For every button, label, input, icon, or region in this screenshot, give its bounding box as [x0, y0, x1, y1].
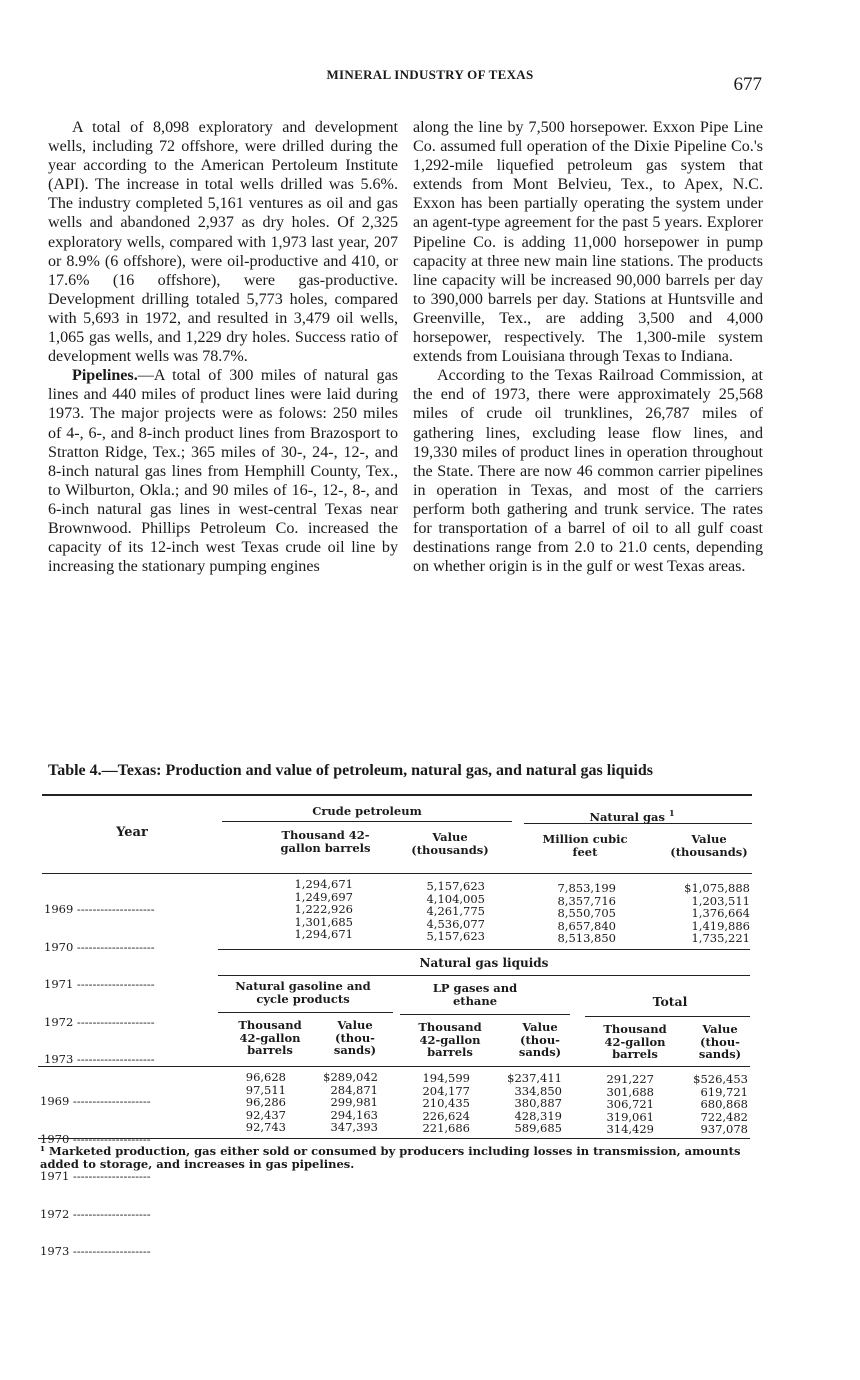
right-column [413, 118, 763, 576]
natgasoline-underline [218, 1012, 393, 1013]
cell: 334,850 [514, 1083, 562, 1098]
natural-gas-header [512, 807, 752, 823]
cell: 1,294,671 [294, 927, 353, 941]
ngl-underline [218, 975, 750, 976]
gas-value-column [660, 882, 750, 945]
cell: 1,376,664 [691, 906, 750, 920]
cell: 8,513,850 [557, 931, 616, 945]
cell: 4,104,005 [426, 891, 485, 906]
crude-qty-header: Thousand 42-gallon barrels [280, 828, 371, 855]
cell: 428,319 [514, 1108, 562, 1123]
lp-qty-header: Thousand 42-gallon barrels [418, 1020, 482, 1059]
table-bottom-rule [38, 1138, 750, 1139]
lp-qty-column [415, 1072, 470, 1135]
cell: 1,735,221 [691, 931, 750, 945]
ng-value-header: Value (thou- sands) [333, 1018, 377, 1057]
cell: 589,685 [514, 1121, 562, 1135]
cell: 284,871 [330, 1082, 378, 1097]
cell: 1,419,886 [691, 918, 750, 933]
ng-qty-header: Thousand 42-gallon barrels [238, 1018, 302, 1057]
total-underline [585, 1016, 750, 1017]
lp-value-column [500, 1072, 562, 1135]
crude-value-column [405, 880, 485, 943]
year-row: 1971 -------------------- [44, 977, 155, 991]
crude-qty-column [270, 878, 353, 941]
cell: $1,075,888 [684, 881, 750, 895]
natgasoline-header: Natural gasoline and cycle products [235, 979, 371, 1006]
cell: 5,157,623 [426, 879, 485, 893]
running-header: MINERAL INDUSTRY OF TEXAS [326, 67, 534, 82]
cell: 92,437 [245, 1107, 286, 1122]
ng-value-column [316, 1071, 378, 1134]
ng-qty-column [236, 1071, 286, 1134]
cell: 619,721 [700, 1084, 748, 1099]
cell: 294,163 [330, 1107, 378, 1122]
year-row: 1969 -------------------- [44, 902, 155, 916]
cell: 226,624 [422, 1108, 470, 1123]
cell: 314,429 [606, 1122, 654, 1136]
total-qty-header: Thousand 42-gallon barrels [603, 1022, 667, 1061]
lp-value-header: Value (thou- sands) [518, 1020, 562, 1059]
cell: 301,688 [606, 1084, 654, 1099]
cell: $237,411 [507, 1071, 562, 1085]
cell: 306,721 [606, 1097, 654, 1111]
year-row: 1969 -------------------- [40, 1094, 151, 1108]
total-qty-column [600, 1073, 654, 1136]
year-column-header: Year [116, 825, 148, 840]
paragraph-railroad-commission: According to the Texas Railroad Commission, at the end of 1973, there were approximately 25,568 miles of crude oil trunklines, 26,787 miles of gathering lines, excluding lease flow lines, and 19,330 miles of product lines in operation throughout the State. There are now 46 common carrier pipelines in operation in Texas, and most of the carriers perform both gathering and trunk service. The rates for transportation of a barrel of oil to all gulf coast destinations range from 2.0 to 21.0 cents, depending on whether origin is in the gulf or west Texas areas. [413, 367, 763, 576]
crude-petroleum-header: Crude petroleum [312, 804, 422, 818]
cell: 937,078 [700, 1122, 748, 1136]
cell: 722,482 [700, 1109, 748, 1124]
year-row: 1973 -------------------- [40, 1244, 151, 1258]
year-row: 1972 -------------------- [40, 1206, 151, 1221]
cell: 1,294,671 [294, 877, 353, 891]
cell: 347,393 [330, 1120, 378, 1134]
cell: 380,887 [514, 1096, 562, 1110]
paragraph-pipelines [48, 366, 398, 576]
cell: 92,743 [245, 1120, 286, 1134]
footnote-mark: 1 [668, 808, 675, 818]
left-column [48, 118, 398, 576]
natural-gas-label: Natural gas [589, 809, 665, 824]
cell: 1,222,926 [294, 902, 353, 916]
cell: $526,453 [693, 1072, 748, 1086]
total-value-column [686, 1073, 748, 1136]
year-row: 1971 -------------------- [40, 1169, 151, 1183]
ngl-header: Natural gas liquids [419, 956, 549, 970]
gas-underline [524, 823, 752, 824]
header-bottom-rule-1 [42, 873, 752, 874]
cell: 8,657,840 [557, 918, 616, 933]
cell: 7,853,199 [557, 881, 616, 895]
cell: 4,261,775 [426, 904, 485, 918]
lp-underline [400, 1014, 570, 1015]
cell: 319,061 [606, 1109, 654, 1124]
header-bottom-rule-2 [38, 1066, 750, 1067]
year-row: 1973 -------------------- [44, 1052, 155, 1066]
table-title: Table 4.—Texas: Production and value of petroleum, natural gas, and natural gas liquids [48, 762, 653, 779]
pipelines-text: —A total of 300 miles of natural gas lines and 440 miles of product lines were laid during 1973. The major projects were as folows: 250 miles of 4-, 6-, and 8-inch product lines from Brazosport to Stratton Ridge, Tex.; 365 miles of 30-, 24-, 12-, and 8-inch natural gas lines from Hemphill County, Tex., to Wilburton, Okla.; and 90 miles of 16-, 12-, 8-, and 6-inch natural gas lines in west-central Texas near Brownwood. Phillips Petroleum Co. increased the capacity of its 12-inch west Texas crude oil line by increasing the stationary pumping engines [48, 367, 398, 576]
cell: 194,599 [422, 1071, 470, 1085]
gas-qty-column [540, 882, 616, 945]
cell: 4,536,077 [426, 916, 485, 931]
year-row: 1970 -------------------- [44, 939, 155, 954]
table-top-rule [42, 794, 752, 796]
cell: 1,249,697 [294, 889, 353, 904]
cell: 5,157,623 [426, 929, 485, 943]
pipelines-heading: Pipelines. [72, 367, 138, 385]
table-footnote: ¹ Marketed production, gas either sold or consumed by producers including losses in transmission, amounts added to storage, and increases in gas pipelines. [40, 1144, 741, 1171]
cell: $289,042 [323, 1070, 378, 1084]
crude-value-header: Value (thousands) [411, 830, 489, 857]
cell: 221,686 [422, 1121, 470, 1135]
gas-qty-header: Million cubic feet [542, 832, 628, 859]
cell: 291,227 [606, 1072, 654, 1086]
cell: 8,550,705 [557, 906, 616, 920]
cell: 1,301,685 [294, 914, 353, 929]
cell: 96,286 [245, 1095, 286, 1109]
cell: 1,203,511 [691, 893, 750, 908]
cell: 96,628 [245, 1070, 286, 1084]
cell: 299,981 [330, 1095, 378, 1109]
lp-gases-header: LP gases and ethane [432, 981, 518, 1008]
year-row: 1972 -------------------- [44, 1014, 155, 1029]
total-header: Total [652, 994, 688, 1009]
cell: 680,868 [700, 1097, 748, 1111]
crude-underline [222, 821, 512, 822]
cell: 210,435 [422, 1096, 470, 1110]
gas-value-header: Value (thousands) [670, 832, 748, 859]
paragraph-wells: A total of 8,098 exploratory and development wells, including 72 offshore, were drilled during the year according to the American Pertoleum Institute (API). The increase in total wells drilled was 5.6%. The industry completed 5,161 ventures as oil and gas wells and abandoned 2,937 as dry holes. Of 2,325 exploratory wells, compared with 1,973 last year, 207 or 8.9% (6 offshore), were oil-productive and 410, or 17.6% (16 offshore), were gas-productive. Development drilling totaled 5,773 holes, compared with 5,693 in 1972, and resulted in 3,479 oil wells, 1,065 gas wells, and 1,229 dry holes. Success ratio of development wells was 78.7%. [48, 119, 398, 366]
page-number: 677 [733, 74, 762, 95]
cell: 97,511 [245, 1082, 286, 1097]
cell: 8,357,716 [557, 893, 616, 908]
year-row: 1970 -------------------- [40, 1131, 151, 1146]
total-value-header: Value (thou- sands) [698, 1022, 742, 1061]
paragraph-exxon: along the line by 7,500 horsepower. Exxon Pipe Line Co. assumed full operation of the Dixie Pipeline Co.'s 1,292-mile liquefied petroleum gas system that extends from Mont Belvieu, Tex., to Apex, N.C. Exxon has been partially operating the system under an agent-type agreement for the past 5 years. Explorer Pipeline Co. is adding 11,000 horsepower in pump capacity at three new main line stations. The products line capacity will be increased 90,000 barrels per day to 390,000 barrels per day. Stations at Huntsville and Greenville, Tex., are adding 3,500 and 4,000 horsepower, respectively. The 1,300-mile system extends from Louisiana through Texas to Indiana. [413, 119, 763, 366]
cell: 204,177 [422, 1083, 470, 1098]
ngl-top-rule [218, 949, 750, 950]
year-list-1 [44, 878, 155, 1078]
